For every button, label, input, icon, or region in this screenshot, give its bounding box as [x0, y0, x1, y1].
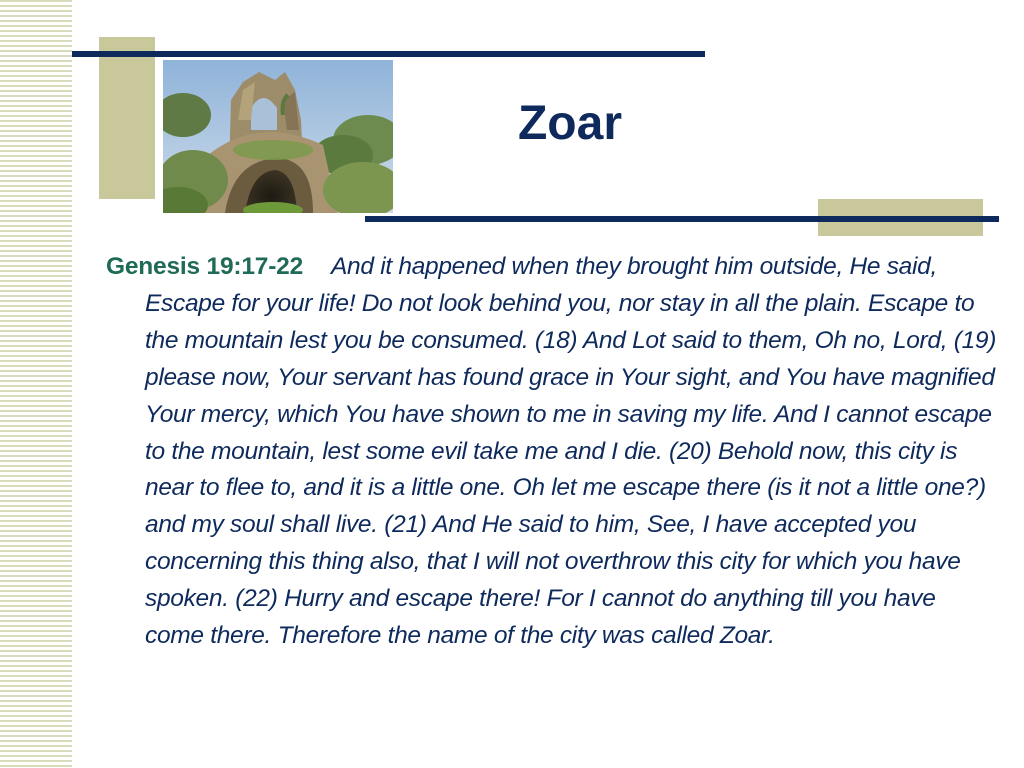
ruins-photo-icon — [163, 60, 393, 213]
scripture-passage — [106, 249, 998, 655]
accent-block-left — [99, 37, 155, 199]
verse-text: And it happened when they brought him outside, He said, Escape for your life! Do not look behind you, nor stay in all the plain. Escape to the mountain lest you be consumed. (18) And Lot said to them, Oh no, Lord, (19) please now, Your servant has found grace in Your sight, and You have magnified Your mercy, which You have shown to me in saving my life. And I cannot escape to the mountain, lest some evil take me and I die. (20) Behold now, this city is near to flee to, and it is a little one. Oh let me escape there (is it not a little one?) and my soul shall live. (21) And He said to him, See, I have accepted you concerning this thing also, that I will not overthrow this city for which you have spoken. (22) Hurry and escape there! For I cannot do anything till you have come there. Therefore the name of the city was called Zoar. — [145, 253, 997, 650]
slide-title: Zoar — [517, 97, 622, 150]
scripture-reference: Genesis 19:17-22 — [106, 253, 304, 280]
title-rule-top — [72, 51, 705, 57]
title-rule-bottom — [365, 216, 999, 222]
striped-margin — [0, 0, 72, 768]
